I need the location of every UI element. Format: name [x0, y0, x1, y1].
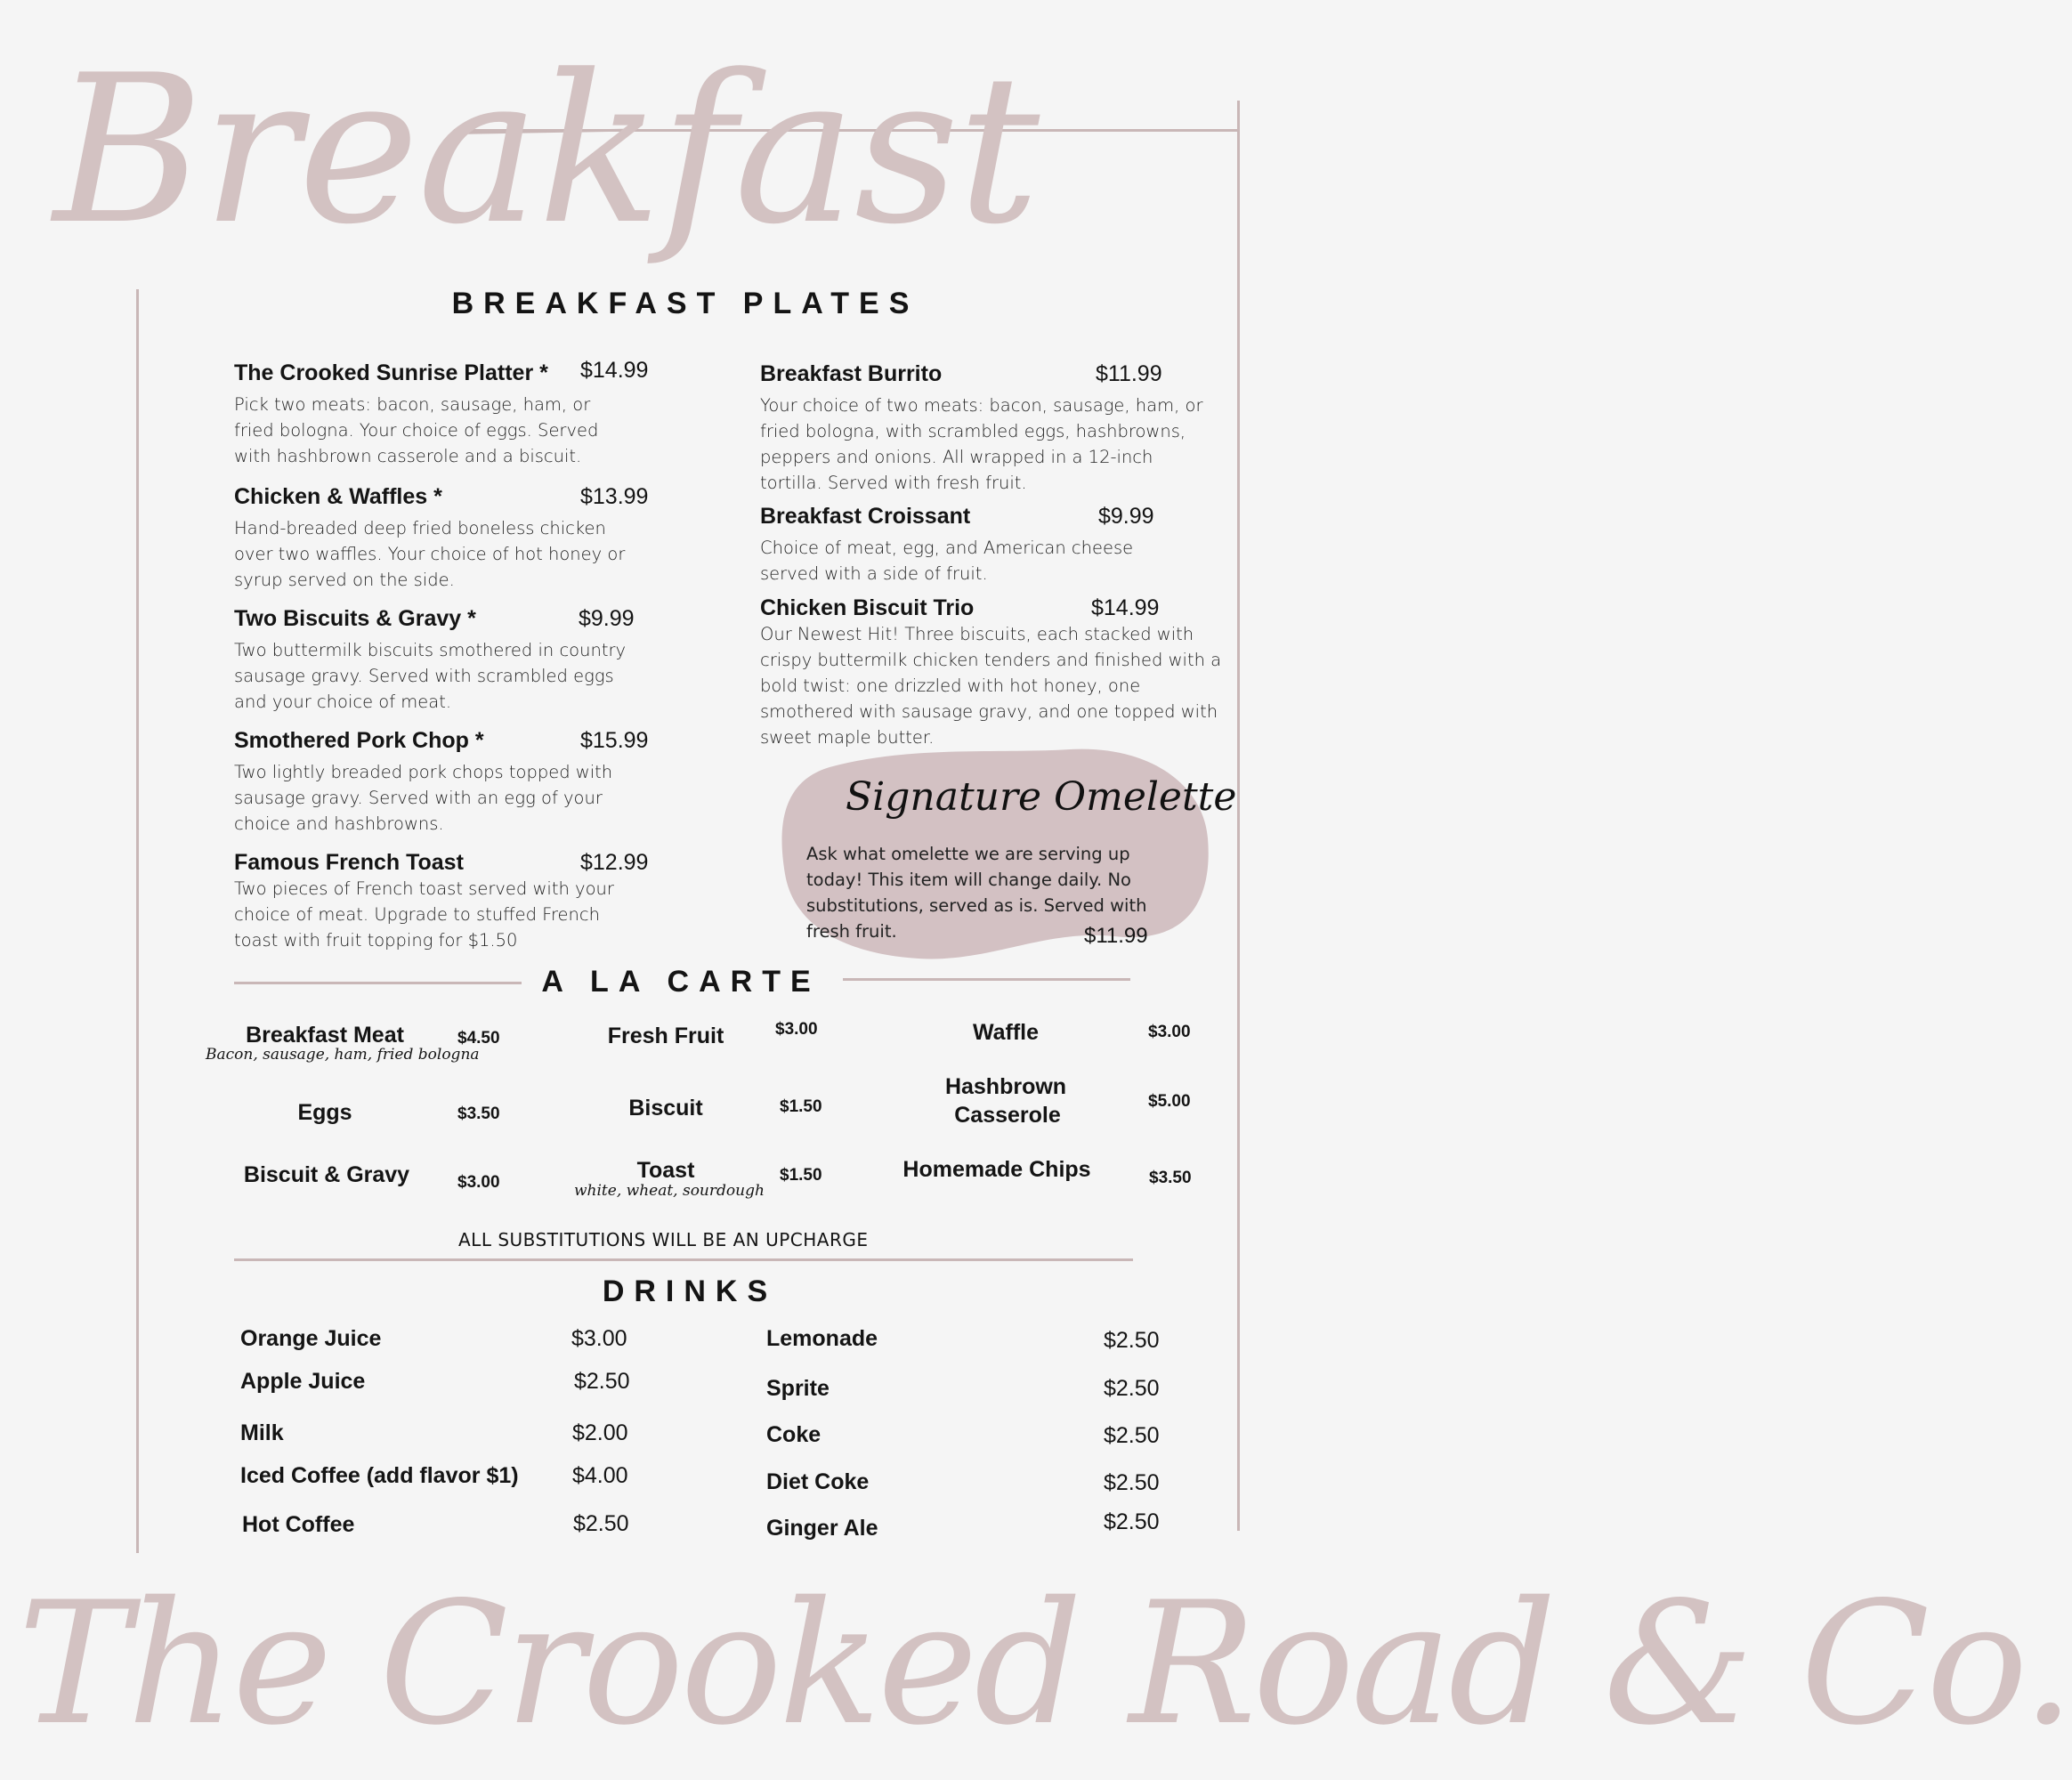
drink-price: $2.50 — [1104, 1376, 1160, 1401]
drink-price: $2.50 — [1104, 1328, 1160, 1353]
plate-price: $14.99 — [1091, 595, 1160, 620]
alacarte-item-name: Biscuit — [628, 1096, 703, 1121]
alacarte-item-name: Waffle — [972, 1020, 1040, 1045]
plate-price: $9.99 — [579, 606, 635, 631]
plate-price: $9.99 — [1098, 504, 1154, 529]
alacarte-item-price: $3.00 — [457, 1173, 500, 1192]
drink-name: Ginger Ale — [766, 1516, 878, 1541]
plate-description: Choice of meat, egg, and American cheese served with a side of fruit. — [760, 538, 1134, 584]
plate-description: Hand-breaded deep fried boneless chicken over two waffles. Your choice of hot honey or syrup served on the side. — [234, 518, 626, 590]
drinks-heading: DRINKS — [602, 1274, 778, 1308]
alacarte-item-name: Eggs — [297, 1100, 352, 1125]
plate-price: $12.99 — [580, 850, 649, 875]
brand-script-footer: The Crooked Road & Co. — [18, 1566, 2072, 1762]
alacarte-right-line — [843, 978, 1130, 981]
alacarte-item-name: Fresh Fruit — [607, 1024, 724, 1048]
plate-item — [234, 484, 652, 593]
plate-item — [760, 361, 1214, 496]
drink-price: $2.00 — [572, 1420, 628, 1445]
plate-item — [234, 606, 652, 715]
drink-name: Coke — [766, 1422, 822, 1447]
breakfast-script-title: Breakfast — [53, 32, 1039, 270]
alacarte-item-price: $3.00 — [775, 1020, 818, 1039]
drink-name: Hot Coffee — [242, 1512, 355, 1537]
alacarte-heading: A LA CARTE — [541, 965, 821, 999]
signature-omelette-price: $11.99 — [1084, 924, 1148, 948]
plate-item — [760, 504, 1214, 587]
breakfast-plates-heading: BREAKFAST PLATES — [451, 287, 919, 320]
drink-price: $3.00 — [571, 1326, 627, 1351]
plate-item — [234, 360, 652, 469]
alacarte-item-name: Biscuit & Gravy — [243, 1162, 410, 1187]
alacarte-item-name-line2: Casserole — [954, 1103, 1061, 1128]
plate-name: Two Biscuits & Gravy * — [234, 606, 476, 631]
drink-price: $4.00 — [572, 1463, 628, 1488]
signature-omelette-description: Ask what omelette we are serving up today! This item will change daily. No substitutions, served as is. Served with fresh fruit. — [806, 844, 1147, 942]
alacarte-item-price: $3.50 — [1149, 1169, 1192, 1187]
plate-name: Chicken & Waffles * — [234, 484, 442, 509]
plate-price: $14.99 — [580, 358, 649, 383]
plate-price: $11.99 — [1096, 361, 1162, 386]
drink-name: Milk — [240, 1420, 284, 1445]
drink-name: Diet Coke — [766, 1469, 870, 1494]
alacarte-item-name: Breakfast Meat — [246, 1023, 404, 1048]
alacarte-item-price: $3.50 — [457, 1104, 500, 1123]
alacarte-item-price: $3.00 — [1148, 1023, 1191, 1041]
plate-description: Two lightly breaded pork chops topped with sausage gravy. Served with an egg of your choice and hashbrowns. — [234, 762, 613, 834]
drink-name: Sprite — [766, 1376, 830, 1401]
frame-left-line — [136, 289, 139, 1553]
plate-description: Our Newest Hit! Three biscuits, each stacked with crispy buttermilk chicken tenders and finished with a bold twist: one drizzled with hot honey, one smothered with sausage gravy, and one topped with sweet maple butter. — [760, 624, 1222, 748]
drink-price: $2.50 — [1104, 1470, 1160, 1495]
drink-name: Lemonade — [766, 1326, 878, 1351]
plate-description: Two buttermilk biscuits smothered in country sausage gravy. Served with scrambled eggs and your choice of meat. — [234, 640, 627, 712]
alacarte-item-name: Toast — [636, 1158, 695, 1183]
drink-name: Orange Juice — [240, 1326, 382, 1351]
alacarte-item-name: Homemade Chips — [902, 1157, 1091, 1182]
alacarte-item-price: $4.50 — [457, 1029, 500, 1048]
plate-description: Two pieces of French toast served with your choice of meat. Upgrade to stuffed French toast with fruit topping for $1.50 — [234, 878, 614, 951]
drink-name: Iced Coffee (add flavor $1) — [240, 1463, 519, 1488]
substitutions-note: ALL SUBSTITUTIONS WILL BE AN UPCHARGE — [458, 1229, 869, 1250]
alacarte-left-line — [234, 982, 522, 984]
drink-price: $2.50 — [574, 1369, 630, 1394]
plate-item — [760, 595, 1223, 750]
plate-description: Pick two meats: bacon, sausage, ham, or fried bologna. Your choice of eggs. Served with hashbrown casserole and a biscuit. — [234, 394, 599, 466]
frame-right-line — [1237, 101, 1240, 1531]
plate-price: $13.99 — [580, 484, 649, 509]
plate-price: $15.99 — [580, 728, 649, 753]
alacarte-item-price: $1.50 — [780, 1166, 822, 1185]
drink-name: Apple Juice — [240, 1369, 366, 1394]
plate-name: Smothered Pork Chop * — [234, 728, 484, 753]
plate-name: Breakfast Croissant — [760, 504, 971, 529]
drinks-top-line — [234, 1258, 1133, 1261]
drink-price: $2.50 — [1104, 1509, 1160, 1534]
drink-price: $2.50 — [1104, 1423, 1160, 1448]
alacarte-item-name: Hashbrown — [944, 1074, 1067, 1099]
plate-name: Famous French Toast — [234, 850, 464, 875]
plate-description: Your choice of two meats: bacon, sausage, ham, or fried bologna, with scrambled eggs, hashbrowns, peppers and onions. All wrapped in a 12-inch tortilla. Served with fresh fruit. — [760, 395, 1203, 493]
alacarte-item-note: white, wheat, sourdough — [574, 1182, 765, 1200]
alacarte-item-price: $5.00 — [1148, 1092, 1191, 1111]
alacarte-item-note: Bacon, sausage, ham, fried bologna — [206, 1046, 480, 1064]
drink-price: $2.50 — [573, 1511, 629, 1536]
plate-item — [234, 728, 652, 837]
signature-omelette-title: Signature Omelette — [846, 774, 1237, 820]
plate-item — [234, 850, 652, 953]
plate-name: The Crooked Sunrise Platter * — [234, 360, 548, 385]
plate-name: Breakfast Burrito — [760, 361, 943, 386]
plate-name: Chicken Biscuit Trio — [760, 595, 975, 620]
alacarte-item-price: $1.50 — [780, 1097, 822, 1116]
